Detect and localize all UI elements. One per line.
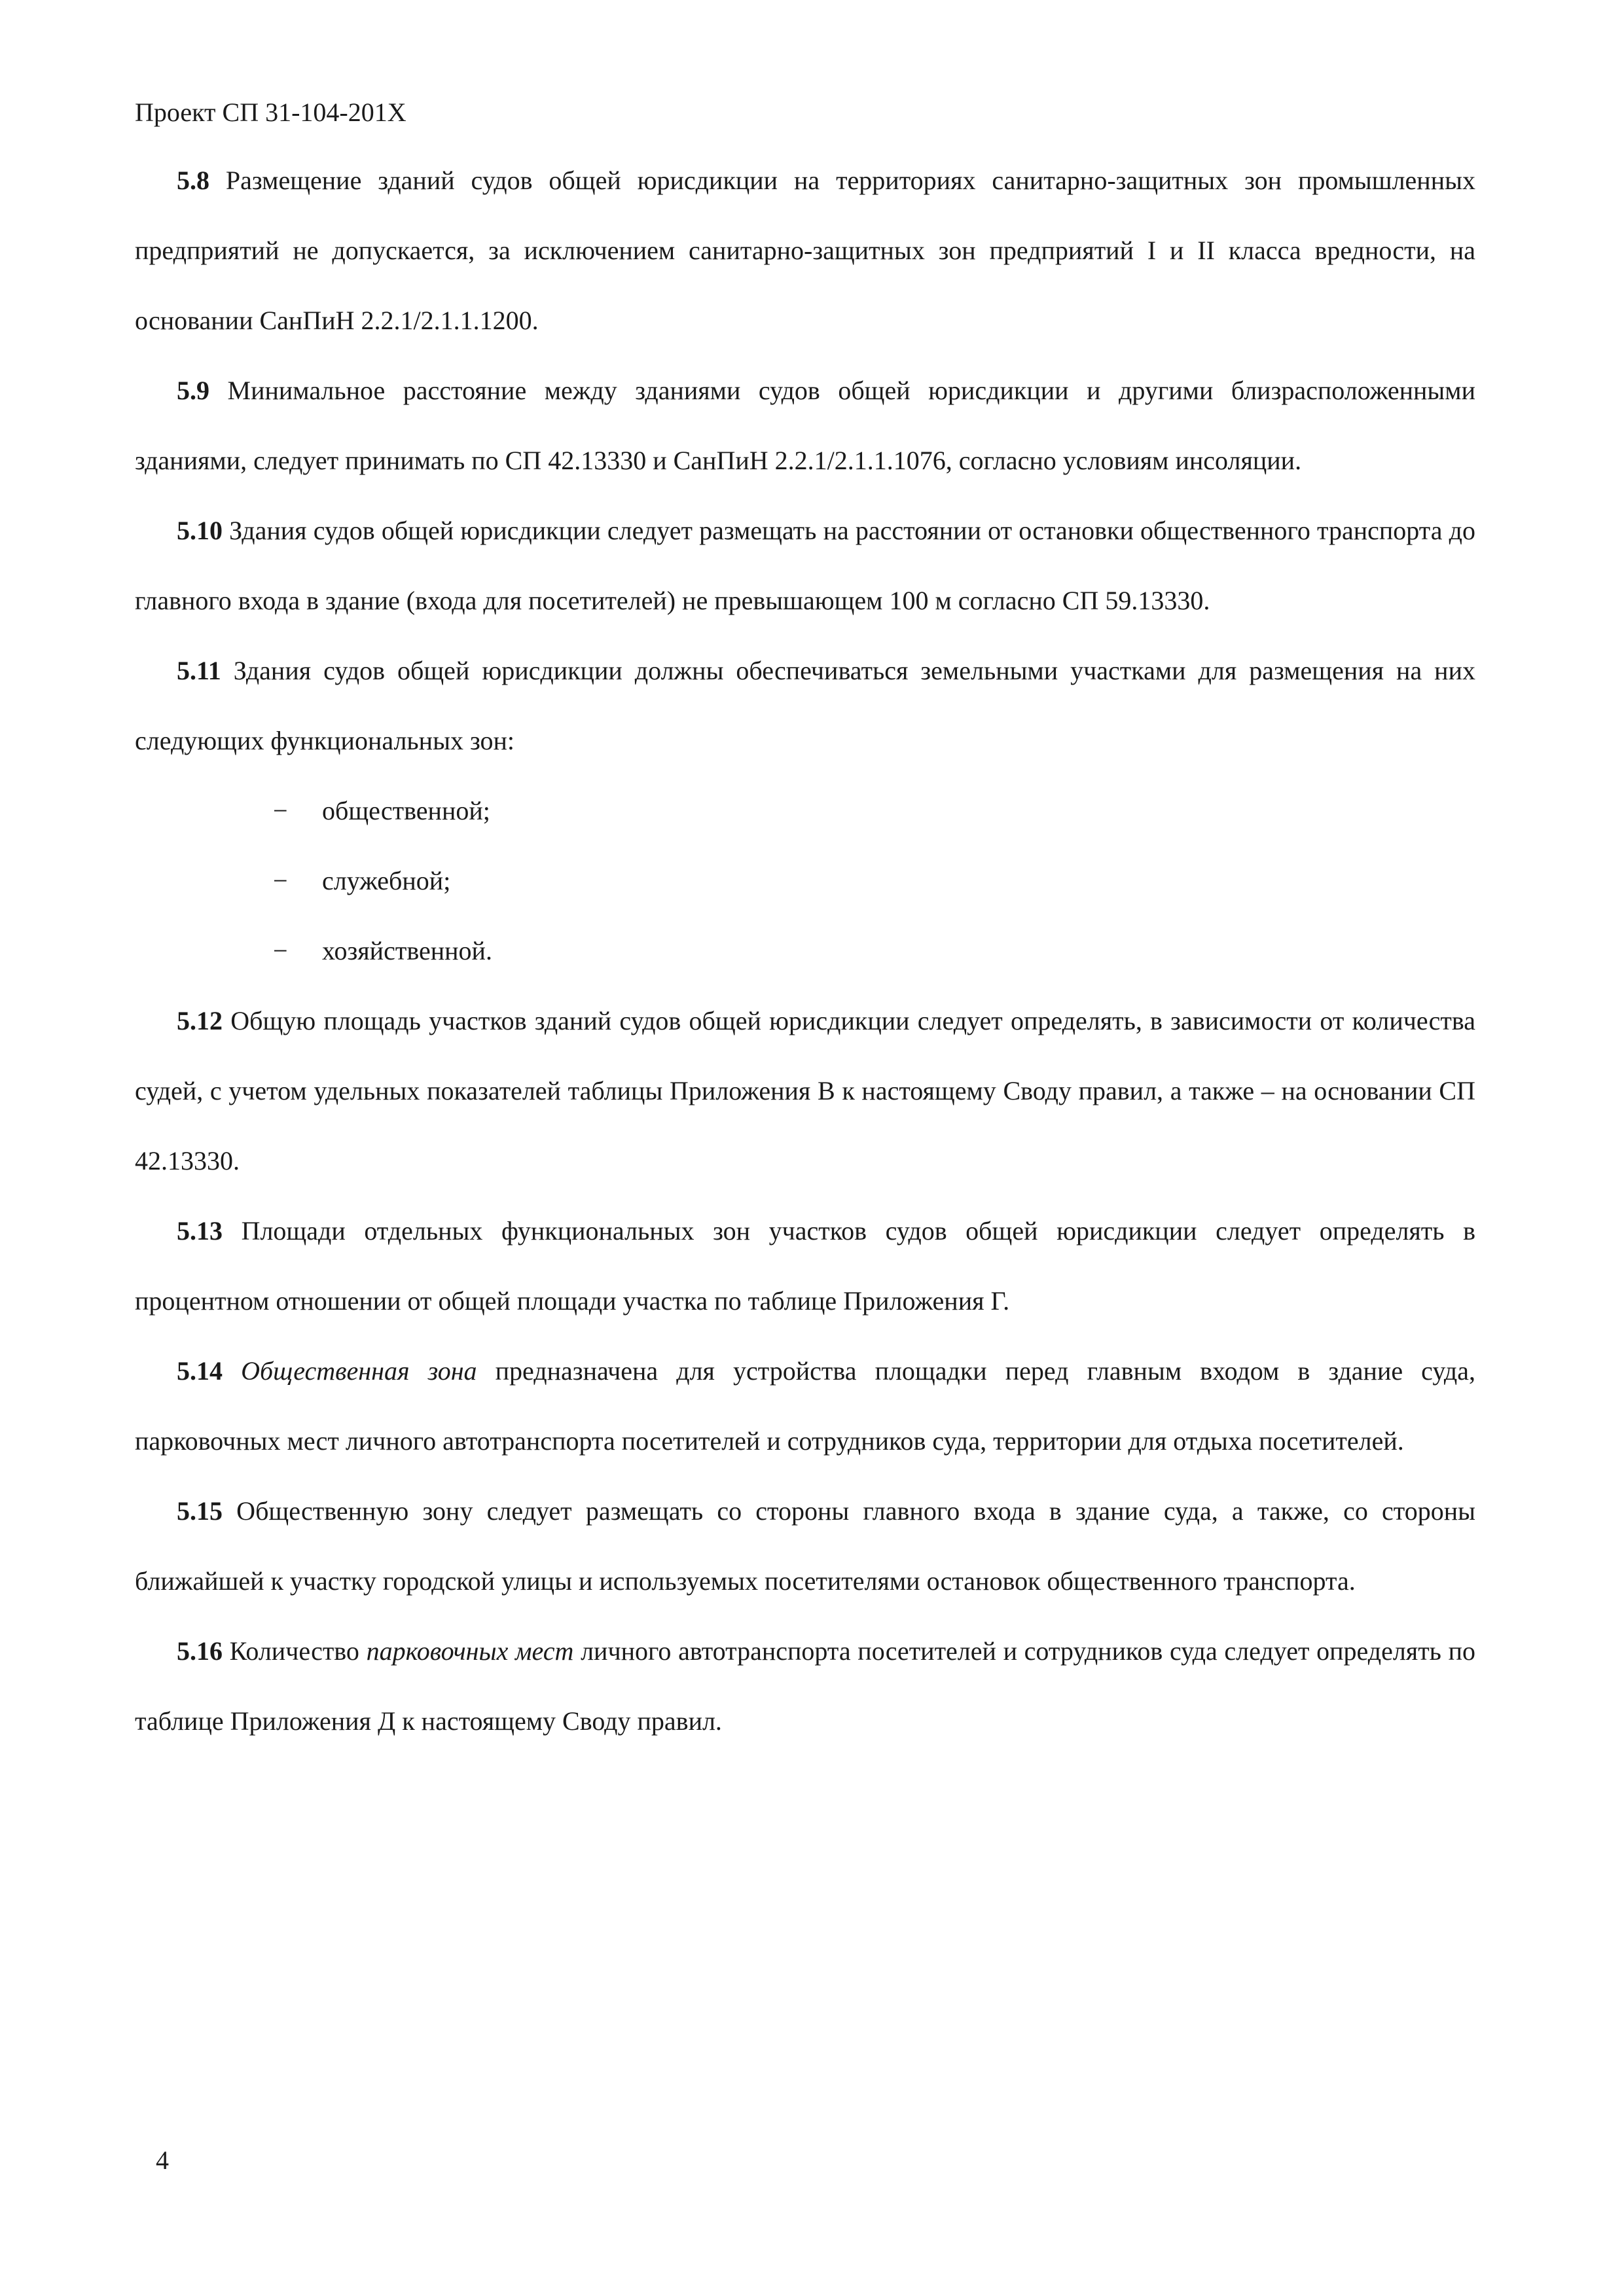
clause-5-15 (135, 1476, 1475, 1616)
clause-text: Размещение зданий судов общей юрисдикции на территориях санитарно-защитных зон промышленных предприятий не допускается, за исключением санитарно-защитных зон предприятий I и II класса вредности, на основании СанПиН 2.2.1/2.1.1.1200. (135, 166, 1475, 335)
clause-text: личного автотранспорта посетителей и сотрудников суда следует определять по таблице Приложения Д к настоящему Своду правил. (135, 1636, 1475, 1736)
page-number: 4 (156, 2145, 169, 2175)
clause-number: 5.16 (177, 1636, 223, 1666)
zones-list (135, 776, 1475, 986)
clause-text: Площади отдельных функциональных зон участков судов общей юрисдикции следует определять в процентном отношении от общей площади участка по таблице Приложения Г. (135, 1216, 1475, 1316)
clause-text-prefix: Количество (223, 1636, 367, 1666)
clause-number: 5.9 (177, 376, 209, 405)
clause-number: 5.12 (177, 1006, 223, 1035)
list-item-text: общественной; (322, 796, 490, 825)
clause-text: Общую площадь участков зданий судов общей юрисдикции следует определять, в зависимости от количества судей, с учетом удельных показателей таблицы Приложения В к настоящему Своду правил, а также – на основании СП 42.13330. (135, 1006, 1475, 1175)
clause-number: 5.10 (177, 516, 223, 545)
clause-5-9 (135, 355, 1475, 495)
clause-text: Минимальное расстояние между зданиями судов общей юрисдикции и другими близрасположенными зданиями, следует принимать по СП 42.13330 и СанПиН 2.2.1/2.1.1.1076, согласно условиям инсоляции. (135, 376, 1475, 475)
italic-term: парковочных мест (366, 1636, 574, 1666)
list-item (135, 776, 1475, 846)
clause-5-12 (135, 986, 1475, 1196)
list-item-text: служебной; (322, 866, 451, 895)
dash-bullet: − (273, 796, 288, 825)
clause-5-16 (135, 1616, 1475, 1756)
document-body (135, 145, 1475, 1756)
clause-number: 5.14 (177, 1356, 223, 1386)
clause-text: Здания судов общей юрисдикции следует размещать на расстоянии от остановки общественного транспорта до главного входа в здание (входа для посетителей) не превышающем 100 м согласно СП 59.13330. (135, 516, 1475, 615)
clause-text: Здания судов общей юрисдикции должны обеспечиваться земельными участками для размещения на них следующих функциональных зон: (135, 656, 1475, 755)
clause-5-11 (135, 636, 1475, 776)
clause-number: 5.8 (177, 166, 209, 195)
italic-term: Общественная зона (241, 1356, 477, 1386)
clause-5-10 (135, 495, 1475, 636)
clause-5-8 (135, 145, 1475, 355)
list-item (135, 916, 1475, 986)
clause-5-14 (135, 1336, 1475, 1476)
clause-number: 5.11 (177, 656, 221, 685)
clause-number: 5.13 (177, 1216, 223, 1246)
dash-bullet: − (273, 936, 288, 965)
clause-number: 5.15 (177, 1496, 223, 1526)
dash-bullet: − (273, 866, 288, 895)
clause-text: Общественную зону следует размещать со стороны главного входа в здание суда, а также, со стороны ближайшей к участку городской улицы и используемых посетителями остановок общественного транспорта. (135, 1496, 1475, 1596)
clause-text: предназначена для устройства площадки перед главным входом в здание суда, парковочных мест личного автотранспорта посетителей и сотрудников суда, территории для отдыха посетителей. (135, 1356, 1475, 1456)
list-item (135, 846, 1475, 916)
list-item-text: хозяйственной. (322, 936, 492, 965)
document-header: Проект СП 31-104-201Х (135, 98, 406, 127)
clause-5-13 (135, 1196, 1475, 1336)
